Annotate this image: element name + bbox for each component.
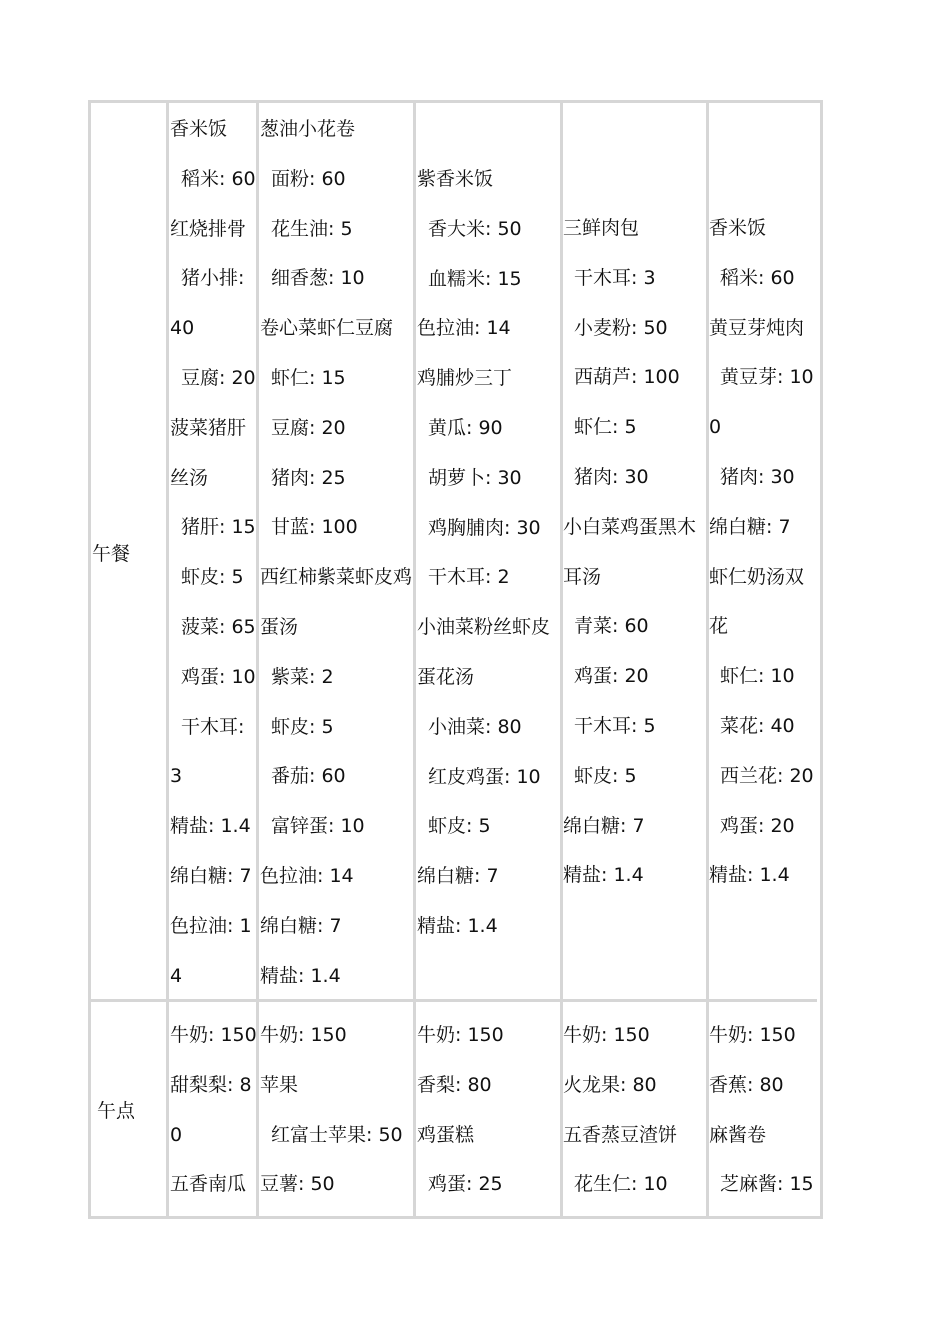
dish-line: 牛奶: 150: [170, 1024, 257, 1046]
snack-cell-day4: [563, 1011, 677, 1210]
dish-line: 甜梨梨: 8: [170, 1073, 252, 1096]
dish-line: 火龙果: 80: [563, 1073, 657, 1096]
lunch-cell-day1: [170, 105, 256, 1001]
ingredient-line: 鸡蛋: 25: [428, 1173, 503, 1196]
ingredient-line: 干木耳:: [181, 715, 245, 738]
dish-line: 卷心菜虾仁豆腐: [260, 317, 394, 340]
ingredient-line: 小麦粉: 50: [574, 316, 668, 339]
ingredient-line: 黄瓜: 90: [428, 416, 503, 439]
dish-line: 豆薯: 50: [260, 1173, 335, 1196]
ingredient-line: 虾皮: 5: [428, 815, 491, 838]
dish-line: 蛋汤: [260, 615, 299, 638]
dish-line: 牛奶: 150: [709, 1024, 796, 1046]
ingredient-line: 芝麻酱: 15: [720, 1173, 814, 1196]
dish-line: 3: [170, 765, 183, 788]
ingredient-line: 西葫芦: 100: [574, 366, 680, 389]
dish-line: 精盐: 1.4: [563, 864, 644, 887]
ingredient-line: 猪肝: 15: [181, 516, 256, 539]
dish-line: 红烧排骨: [170, 217, 247, 240]
dish-line: 绵白糖: 7: [709, 515, 791, 538]
ingredient-line: 虾皮: 5: [271, 715, 334, 738]
dish-line: 0: [709, 416, 722, 439]
ingredient-line: 猪肉: 30: [574, 465, 649, 488]
ingredient-line: 猪小排:: [181, 267, 245, 290]
dish-line: 黄豆芽炖肉: [709, 316, 805, 339]
dish-line: 菠菜猪肝: [170, 416, 247, 439]
ingredient-line: 甘蓝: 100: [271, 516, 358, 539]
dish-line: 西红柿紫菜虾皮鸡: [260, 566, 413, 589]
dish-line: 绵白糖: 7: [170, 864, 252, 887]
ingredient-line: 稻米: 60: [720, 266, 795, 289]
dish-line: 精盐: 1.4: [170, 815, 251, 838]
ingredient-line: 虾仁: 5: [574, 416, 637, 439]
dish-line: 五香南瓜: [170, 1173, 247, 1196]
ingredient-line: 鸡胸脯肉: 30: [428, 516, 541, 539]
snack-cell-day3: [417, 1011, 504, 1210]
ingredient-line: 菠菜: 65: [181, 615, 256, 638]
column-divider: [166, 103, 169, 1216]
dish-line: 精盐: 1.4: [260, 964, 341, 987]
ingredient-line: 菜花: 40: [720, 714, 795, 737]
dish-line: 花: [709, 615, 729, 638]
ingredient-line: 鸡蛋: 10: [181, 665, 256, 688]
dish-line: 色拉油: 14: [417, 317, 511, 340]
dish-line: 葱油小花卷: [260, 118, 356, 140]
dish-line: 香米饭: [170, 118, 228, 140]
ingredient-line: 香大米: 50: [428, 217, 522, 240]
dish-line: 香梨: 80: [417, 1073, 492, 1096]
dish-line: 丝汤: [170, 466, 209, 489]
dish-line: 0: [170, 1123, 183, 1146]
dish-line: 精盐: 1.4: [417, 914, 498, 937]
dish-line: 紫香米饭: [417, 168, 494, 190]
ingredient-line: 富锌蛋: 10: [271, 815, 365, 838]
ingredient-line: 小油菜: 80: [428, 715, 522, 738]
dish-line: 小油菜粉丝虾皮: [417, 616, 551, 639]
ingredient-line: 虾皮: 5: [574, 764, 637, 787]
dish-line: 五香蒸豆渣饼: [563, 1123, 678, 1146]
dish-line: 4: [170, 964, 183, 987]
dish-line: 鸡蛋糕: [417, 1123, 475, 1146]
row-label-lunch: 午餐: [92, 543, 131, 565]
ingredient-line: 豆腐: 20: [271, 416, 346, 439]
dish-line: 耳汤: [563, 565, 602, 588]
dish-line: 绵白糖: 7: [563, 814, 645, 837]
dish-line: 40: [170, 317, 195, 340]
dish-line: 精盐: 1.4: [709, 864, 790, 887]
dish-line: 虾仁奶汤双: [709, 565, 805, 588]
lunch-cell-day3: [417, 155, 550, 952]
ingredient-line: 干木耳: 5: [574, 714, 656, 737]
snack-cell-day5: [709, 1011, 814, 1210]
dish-line: 香米饭: [709, 217, 767, 239]
lunch-cell-day2: [260, 105, 412, 1001]
dish-line: 小白菜鸡蛋黑木: [563, 515, 697, 538]
dish-line: 色拉油: 1: [170, 914, 252, 937]
ingredient-line: 干木耳: 3: [574, 266, 656, 289]
snack-cell-day2: [260, 1011, 403, 1210]
dish-line: 绵白糖: 7: [260, 914, 342, 937]
lunch-cell-day4: [563, 204, 696, 901]
ingredient-line: 鸡蛋: 20: [720, 814, 795, 837]
dish-line: 苹果: [260, 1073, 299, 1096]
ingredient-line: 花生仁: 10: [574, 1173, 668, 1196]
ingredient-line: 青菜: 60: [574, 615, 649, 638]
ingredient-line: 虾仁: 10: [720, 665, 795, 688]
ingredient-line: 虾仁: 15: [271, 366, 346, 389]
dish-line: 麻酱卷: [709, 1123, 767, 1146]
ingredient-line: 番茄: 60: [271, 765, 346, 788]
ingredient-line: 胡萝卜: 30: [428, 466, 522, 489]
dish-line: 香蕉: 80: [709, 1073, 784, 1096]
ingredient-line: 红皮鸡蛋: 10: [428, 765, 541, 788]
ingredient-line: 虾皮: 5: [181, 566, 244, 589]
ingredient-line: 黄豆芽: 10: [720, 366, 814, 389]
column-divider: [413, 103, 416, 1216]
ingredient-line: 血糯米: 15: [428, 267, 522, 290]
dish-line: 三鲜肉包: [563, 217, 640, 239]
dish-line: 色拉油: 14: [260, 864, 354, 887]
lunch-cell-day5: [709, 204, 814, 901]
ingredient-line: 稻米: 60: [181, 167, 256, 190]
ingredient-line: 猪肉: 25: [271, 466, 346, 489]
ingredient-line: 豆腐: 20: [181, 366, 256, 389]
ingredient-line: 红富士苹果: 50: [271, 1123, 403, 1146]
dish-line: 鸡脯炒三丁: [417, 367, 513, 390]
dish-line: 绵白糖: 7: [417, 865, 499, 888]
dish-line: 牛奶: 150: [563, 1024, 650, 1046]
ingredient-line: 鸡蛋: 20: [574, 665, 649, 688]
ingredient-line: 西兰花: 20: [720, 764, 814, 787]
snack-cell-day1: [170, 1011, 257, 1210]
ingredient-line: 面粉: 60: [271, 167, 346, 190]
dish-line: 牛奶: 150: [417, 1024, 504, 1046]
ingredient-line: 细香葱: 10: [271, 267, 365, 290]
ingredient-line: 紫菜: 2: [271, 665, 334, 688]
ingredient-line: 猪肉: 30: [720, 465, 795, 488]
ingredient-line: 干木耳: 2: [428, 566, 510, 589]
ingredient-line: 花生油: 5: [271, 217, 353, 240]
dish-line: 蛋花汤: [417, 665, 475, 688]
dish-line: 牛奶: 150: [260, 1024, 347, 1046]
row-label-afternoon-snack: 午点: [97, 1100, 136, 1122]
